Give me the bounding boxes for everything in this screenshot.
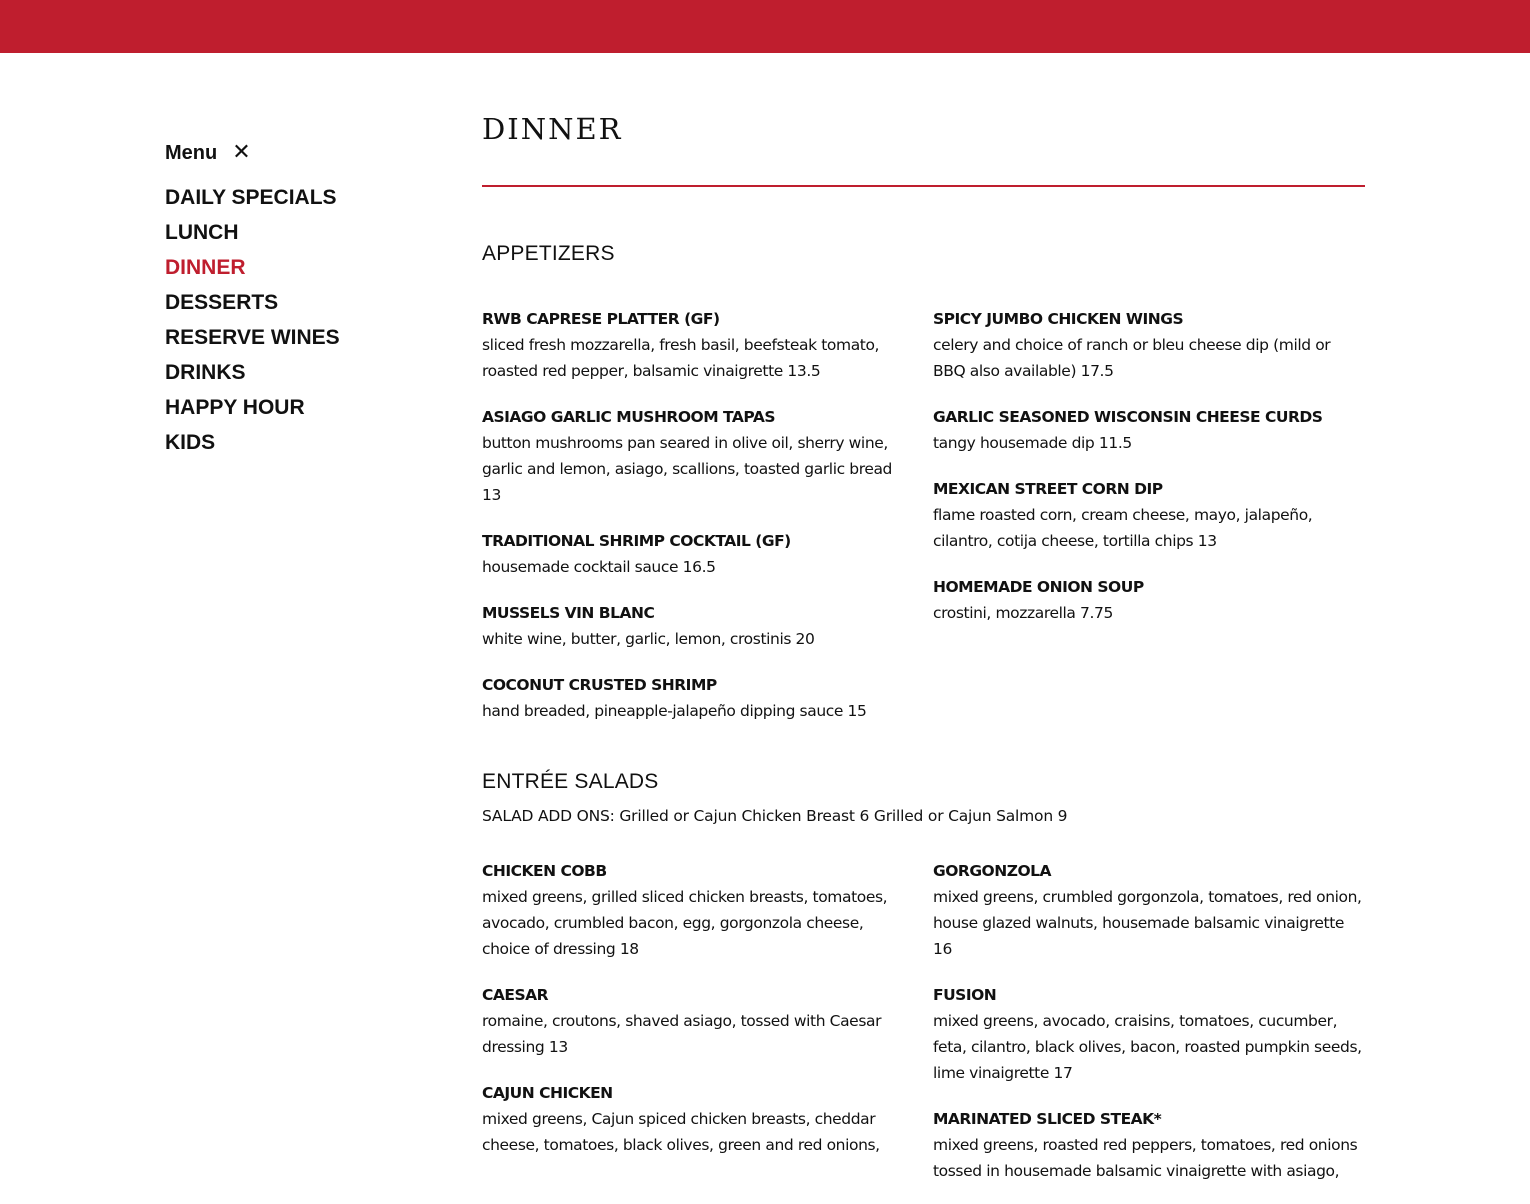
appetizer-menu-item bbox=[482, 600, 914, 652]
salad-menu-item bbox=[482, 982, 914, 1060]
appetizer-menu-item bbox=[933, 404, 1365, 456]
nav-item-drinks[interactable]: DRINKS bbox=[165, 361, 246, 384]
item-name: ASIAGO GARLIC MUSHROOM TAPAS bbox=[482, 408, 776, 426]
appetizer-menu-item bbox=[933, 574, 1365, 626]
item-name: CAESAR bbox=[482, 986, 549, 1004]
item-description: white wine, butter, garlic, lemon, crostinis 20 bbox=[482, 630, 815, 648]
item-name: CAJUN CHICKEN bbox=[482, 1084, 613, 1102]
item-name: FUSION bbox=[933, 986, 997, 1004]
salad-menu-item bbox=[933, 1106, 1365, 1184]
nav-item-daily-specials[interactable]: DAILY SPECIALS bbox=[165, 186, 337, 209]
salads-right-column bbox=[933, 858, 1365, 1204]
item-description: mixed greens, grilled sliced chicken breasts, tomatoes, avocado, crumbled bacon, egg, gorgonzola cheese, choice of dressing 18 bbox=[482, 888, 888, 958]
item-name: TRADITIONAL SHRIMP COCKTAIL (GF) bbox=[482, 532, 791, 550]
salad-add-ons: SALAD ADD ONS: Grilled or Cajun Chicken Breast 6 Grilled or Cajun Salmon 9 bbox=[482, 807, 1068, 825]
item-description: mixed greens, avocado, craisins, tomatoes, cucumber, feta, cilantro, black olives, bacon, roasted pumpkin seeds, lime vinaigrette 17 bbox=[933, 1012, 1362, 1082]
appetizer-menu-item bbox=[482, 404, 914, 508]
appetizer-menu-item bbox=[933, 476, 1365, 554]
item-description: crostini, mozzarella 7.75 bbox=[933, 604, 1113, 622]
item-description: romaine, croutons, shaved asiago, tossed with Caesar dressing 13 bbox=[482, 1012, 882, 1056]
appetizer-menu-item bbox=[933, 306, 1365, 384]
title-divider bbox=[482, 185, 1365, 187]
item-description: mixed greens, roasted red peppers, tomatoes, red onions tossed in housemade balsamic vinaigrette with asiago, bbox=[933, 1136, 1358, 1180]
item-description: sliced fresh mozzarella, fresh basil, beefsteak tomato, roasted red pepper, balsamic vinaigrette 13.5 bbox=[482, 336, 880, 380]
nav-item-dinner[interactable]: DINNER bbox=[165, 256, 246, 279]
item-description: mixed greens, Cajun spiced chicken breasts, cheddar cheese, tomatoes, black olives, green and red onions, bbox=[482, 1110, 880, 1154]
item-description: button mushrooms pan seared in olive oil, sherry wine, garlic and lemon, asiago, scallions, toasted garlic bread 13 bbox=[482, 434, 892, 504]
appetizer-menu-item bbox=[482, 528, 914, 580]
menu-nav bbox=[165, 180, 425, 460]
salad-menu-item bbox=[933, 982, 1365, 1086]
appetizer-menu-item bbox=[482, 306, 914, 384]
nav-item-desserts[interactable]: DESSERTS bbox=[165, 291, 279, 314]
appetizer-menu-item bbox=[482, 672, 914, 724]
section-title-appetizers: APPETIZERS bbox=[482, 242, 615, 265]
item-name: GORGONZOLA bbox=[933, 862, 1051, 880]
menu-header bbox=[165, 138, 425, 168]
close-icon[interactable]: ✕ bbox=[232, 140, 251, 165]
nav-item-happy-hour[interactable]: HAPPY HOUR bbox=[165, 396, 305, 419]
section-title-entree-salads: ENTRÉE SALADS bbox=[482, 770, 659, 793]
menu-label: Menu bbox=[165, 141, 218, 164]
item-description: flame roasted corn, cream cheese, mayo, jalapeño, cilantro, cotija cheese, tortilla chips 13 bbox=[933, 506, 1313, 550]
appetizers-left-column bbox=[482, 306, 914, 744]
item-description: celery and choice of ranch or bleu cheese dip (mild or BBQ also available) 17.5 bbox=[933, 336, 1331, 380]
item-name: GARLIC SEASONED WISCONSIN CHEESE CURDS bbox=[933, 408, 1323, 426]
page-title: DINNER bbox=[482, 112, 623, 146]
item-description: hand breaded, pineapple-jalapeño dipping sauce 15 bbox=[482, 702, 867, 720]
salad-menu-item bbox=[482, 858, 914, 962]
sidebar-menu bbox=[165, 138, 425, 460]
item-name: MARINATED SLICED STEAK* bbox=[933, 1110, 1162, 1128]
top-bar bbox=[0, 0, 1530, 53]
menu-content bbox=[482, 112, 1365, 1180]
salad-menu-item bbox=[933, 858, 1365, 962]
salads-left-column bbox=[482, 858, 914, 1178]
item-description: housemade cocktail sauce 16.5 bbox=[482, 558, 716, 576]
item-name: CHICKEN COBB bbox=[482, 862, 607, 880]
item-name: SPICY JUMBO CHICKEN WINGS bbox=[933, 310, 1184, 328]
nav-item-lunch[interactable]: LUNCH bbox=[165, 221, 239, 244]
salad-menu-item bbox=[482, 1080, 914, 1158]
item-description: mixed greens, crumbled gorgonzola, tomatoes, red onion, house glazed walnuts, housemade balsamic vinaigrette 16 bbox=[933, 888, 1362, 958]
nav-item-reserve-wines[interactable]: RESERVE WINES bbox=[165, 326, 340, 349]
nav-item-kids[interactable]: KIDS bbox=[165, 431, 216, 454]
item-name: COCONUT CRUSTED SHRIMP bbox=[482, 676, 717, 694]
appetizers-right-column bbox=[933, 306, 1365, 646]
item-name: RWB CAPRESE PLATTER (GF) bbox=[482, 310, 720, 328]
item-name: MUSSELS VIN BLANC bbox=[482, 604, 655, 622]
item-name: HOMEMADE ONION SOUP bbox=[933, 578, 1144, 596]
item-description: tangy housemade dip 11.5 bbox=[933, 434, 1132, 452]
item-name: MEXICAN STREET CORN DIP bbox=[933, 480, 1163, 498]
